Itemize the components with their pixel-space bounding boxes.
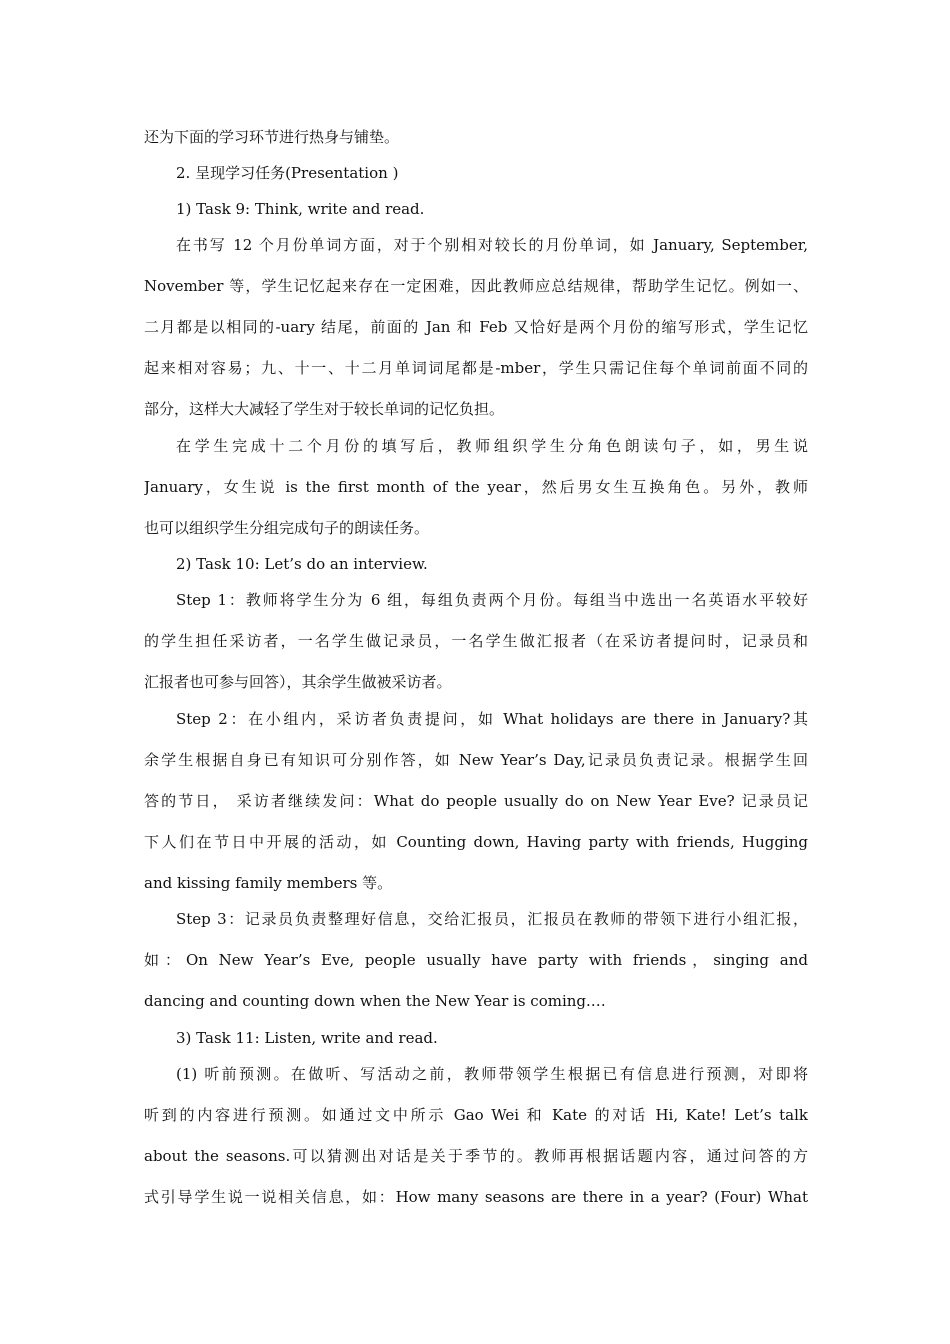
text-line-9: 在学生完成十二个月份的填写后，教师组织学生分角色朗读句子，如，男生说 <box>176 437 808 455</box>
section-heading-presentation: 2. 呈现学习任务(Presentation ) <box>176 164 399 182</box>
text-line-5: November 等，学生记忆起来存在一定困难，因此教师应总结规律，帮助学生记忆。例如一、 <box>144 277 808 295</box>
text-line-28: 式引导学生说一说相关信息，如：How many seasons are there in a year? (Four) What <box>144 1188 808 1206</box>
text-line-6: 二月都是以相同的-uary 结尾，前面的 Jan 和 Feb 又恰好是两个月份的缩写形式，学生记忆 <box>144 318 808 336</box>
text-line-13: Step 1：教师将学生分为 6 组，每组负责两个月份。每组当中选出一名英语水平较好 <box>176 591 808 609</box>
text-line-10: January，女生说 is the first month of the year，然后男女生互换角色。另外，教师 <box>144 478 808 496</box>
text-line-16: Step 2：在小组内，采访者负责提问，如 What holidays are there in January?其 <box>176 710 808 728</box>
text-line-23: dancing and counting down when the New Year is coming.… <box>144 992 606 1010</box>
text-line-17: 余学生根据自身已有知识可分别作答，如 New Year’s Day,记录员负责记录。根据学生回 <box>144 751 808 769</box>
text-line-19: 下人们在节日中开展的活动，如 Counting down, Having party with friends, Hugging <box>144 833 808 851</box>
text-line-8: 部分，这样大大减轻了学生对于较长单词的记忆负担。 <box>144 400 505 418</box>
text-line-25: (1) 听前预测。在做听、写活动之前，教师带领学生根据已有信息进行预测，对即将 <box>176 1065 808 1083</box>
text-line-22: 如：On New Year’s Eve, people usually have party with friends，singing and <box>144 951 808 969</box>
text-line-21: Step 3：记录员负责整理好信息，交给汇报员，汇报员在教师的带领下进行小组汇报， <box>176 910 808 928</box>
task-heading-10: 2) Task 10: Let’s do an interview. <box>176 555 428 573</box>
text-line-27: about the seasons.可以猜测出对话是关于季节的。教师再根据话题内容，通过问答的方 <box>144 1147 808 1165</box>
text-line-1: 还为下面的学习环节进行热身与铺垫。 <box>144 128 400 146</box>
task-heading-11: 3) Task 11: Listen, write and read. <box>176 1029 438 1047</box>
text-line-14: 的学生担任采访者，一名学生做记录员，一名学生做汇报者（在采访者提问时，记录员和 <box>144 632 808 650</box>
text-line-15: 汇报者也可参与回答），其余学生做被采访者。 <box>144 673 452 691</box>
text-line-20: and kissing family members 等。 <box>144 874 393 892</box>
text-line-4: 在书写 12 个月份单词方面，对于个别相对较长的月份单词，如 January, September, <box>176 236 808 254</box>
text-line-26: 听到的内容进行预测。如通过文中所示 Gao Wei 和 Kate 的对话 Hi, Kate! Let’s talk <box>144 1106 808 1124</box>
text-line-11: 也可以组织学生分组完成句子的朗读任务。 <box>144 519 430 537</box>
text-line-7: 起来相对容易；九、十一、十二月单词词尾都是-mber，学生只需记住每个单词前面不同的 <box>144 359 808 377</box>
text-line-18: 答的节日， 采访者继续发问：What do people usually do on New Year Eve? 记录员记 <box>144 792 808 810</box>
task-heading-9: 1) Task 9: Think, write and read. <box>176 200 425 218</box>
